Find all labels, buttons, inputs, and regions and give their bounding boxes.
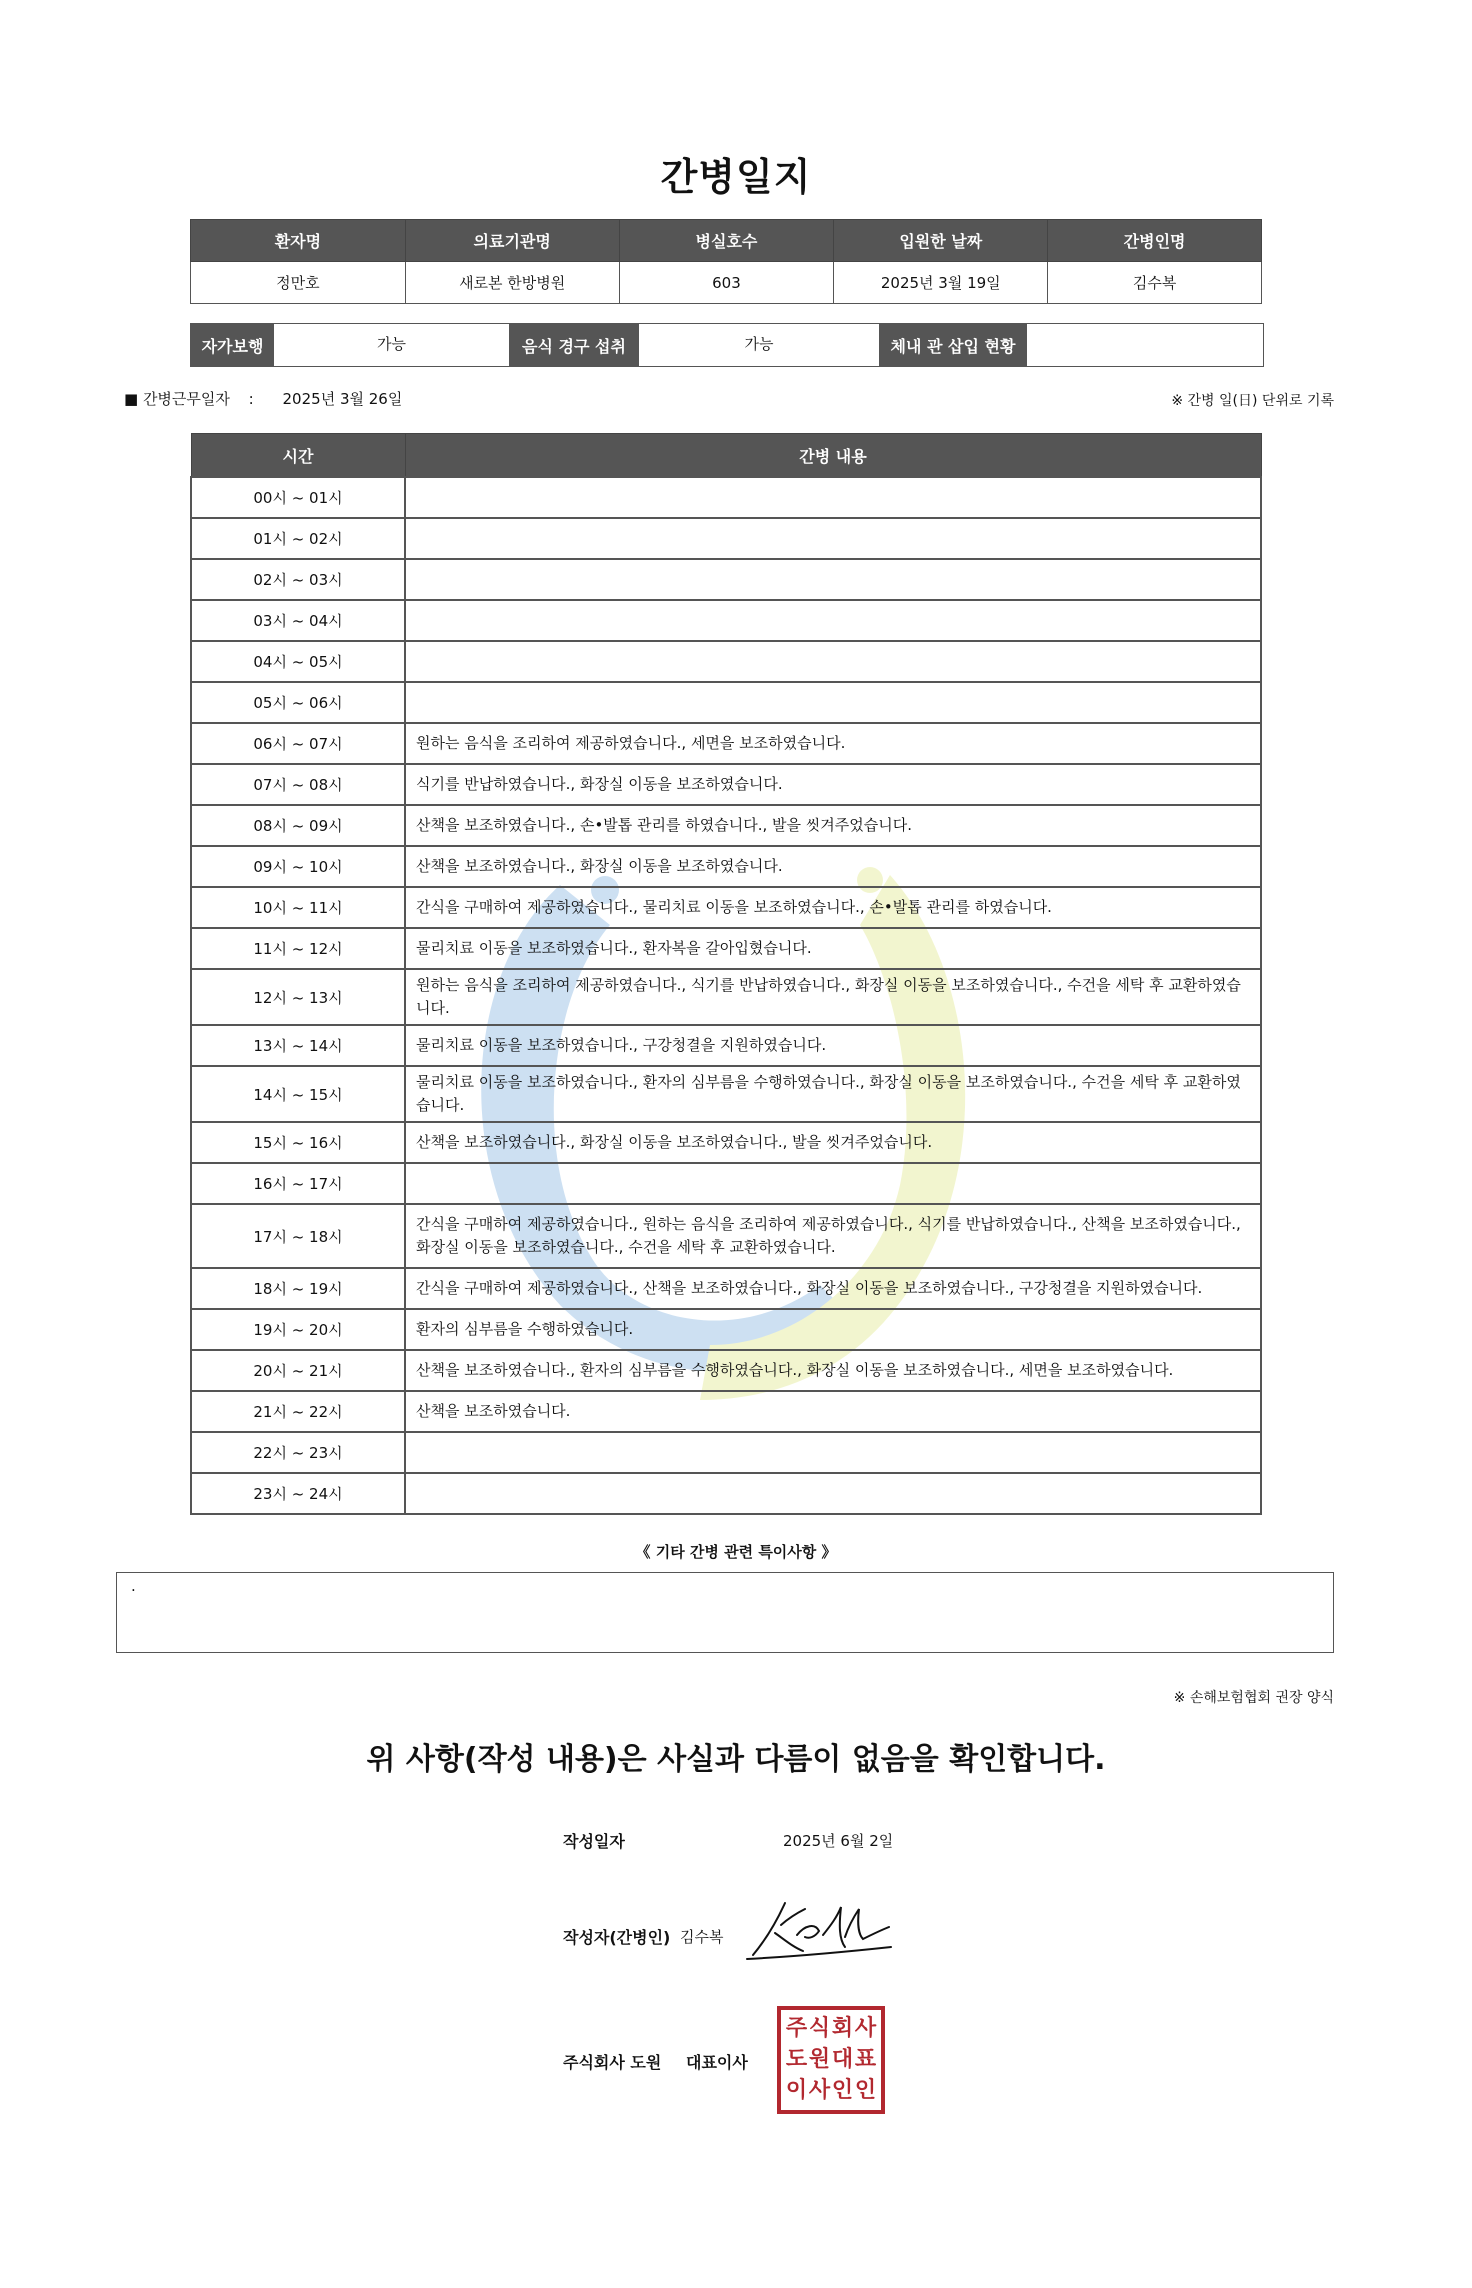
walk-value: 가능 xyxy=(377,335,406,353)
table-row xyxy=(191,1204,1261,1268)
caregiver-name: 김수복 xyxy=(1048,262,1262,304)
table-row xyxy=(191,723,1261,764)
header-hospital: 의료기관명 xyxy=(405,220,619,262)
care-content-cell xyxy=(405,1432,1261,1473)
seal-character: 인 xyxy=(831,2077,854,2103)
care-content-cell xyxy=(405,559,1261,600)
care-log-table xyxy=(190,433,1262,1515)
care-content-cell: 산책을 보조하였습니다., 화장실 이동을 보조하였습니다., 발을 씻겨주었습니다. xyxy=(405,1122,1261,1163)
seal-character: 대 xyxy=(831,2046,854,2072)
care-content-cell: 물리치료 이동을 보조하였습니다., 구강청결을 지원하였습니다. xyxy=(405,1025,1261,1066)
seal-character: 도 xyxy=(785,2046,808,2072)
header-care-content: 간병 내용 xyxy=(405,434,1261,478)
meal-value: 가능 xyxy=(744,335,774,353)
time-cell: 12시 ~ 13시 xyxy=(191,969,405,1025)
care-content-cell: 식기를 반납하였습니다., 화장실 이동을 보조하였습니다. xyxy=(405,764,1261,805)
table-row xyxy=(191,1309,1261,1350)
table-row xyxy=(191,641,1261,682)
seal-character: 인 xyxy=(854,2077,877,2103)
page-title: 간병일지 xyxy=(660,155,812,199)
care-content-cell: 물리치료 이동을 보조하였습니다., 환자복을 갈아입혔습니다. xyxy=(405,928,1261,969)
table-row xyxy=(191,600,1261,641)
header-caregiver: 간병인명 xyxy=(1048,220,1262,262)
table-row xyxy=(191,1268,1261,1309)
time-cell: 19시 ~ 20시 xyxy=(191,1309,405,1350)
work-date-value: 2025년 3월 26일 xyxy=(282,390,403,408)
table-row xyxy=(191,559,1261,600)
seal-character: 회 xyxy=(831,2016,854,2042)
care-content-cell: 간식을 구매하여 제공하였습니다., 물리치료 이동을 보조하였습니다., 손•발톱 관리를 하였습니다. xyxy=(405,887,1261,928)
room-number: 603 xyxy=(619,262,834,304)
header-patient-name: 환자명 xyxy=(191,220,406,262)
meal-label: 음식 경구 섭취 xyxy=(509,324,639,366)
care-content-cell: 산책을 보조하였습니다. xyxy=(405,1391,1261,1432)
table-row xyxy=(191,846,1261,887)
header-room: 병실호수 xyxy=(619,220,834,262)
table-row xyxy=(191,764,1261,805)
confirmation-statement: 위 사항(작성 내용)은 사실과 다름이 없음을 확인합니다. xyxy=(366,1742,1106,1777)
care-content-cell xyxy=(405,1163,1261,1204)
time-cell: 15시 ~ 16시 xyxy=(191,1122,405,1163)
care-content-cell: 원하는 음식을 조리하여 제공하였습니다., 식기를 반납하였습니다., 화장실 이동을 보조하였습니다., 수건을 세탁 후 교환하였습니다. xyxy=(405,969,1261,1025)
seal-character: 주 xyxy=(785,2016,808,2042)
table-row xyxy=(191,887,1261,928)
time-cell: 02시 ~ 03시 xyxy=(191,559,405,600)
table-row xyxy=(191,1122,1261,1163)
hospital-name: 새로본 한방병원 xyxy=(405,262,619,304)
time-cell: 11시 ~ 12시 xyxy=(191,928,405,969)
time-cell: 05시 ~ 06시 xyxy=(191,682,405,723)
special-notes-box: . xyxy=(116,1572,1334,1653)
work-date-line xyxy=(124,388,402,409)
author-name: 김수복 xyxy=(680,1928,724,1946)
patient-status-row xyxy=(190,323,1264,367)
care-content-cell: 원하는 음식을 조리하여 제공하였습니다., 세면을 보조하였습니다. xyxy=(405,723,1261,764)
table-row xyxy=(191,1350,1261,1391)
seal-character: 사 xyxy=(854,2016,877,2042)
tube-value xyxy=(1027,324,1263,366)
table-row xyxy=(191,1025,1261,1066)
care-content-cell: 환자의 심부름을 수행하였습니다. xyxy=(405,1309,1261,1350)
table-row xyxy=(191,1473,1261,1514)
written-date-value: 2025년 6월 2일 xyxy=(783,1832,894,1850)
care-content-cell: 물리치료 이동을 보조하였습니다., 환자의 심부름을 수행하였습니다., 화장실 이동을 보조하였습니다., 수건을 세탁 후 교환하였습니다. xyxy=(405,1066,1261,1122)
work-date-label: ■ 간병근무일자 xyxy=(124,390,230,408)
table-row xyxy=(191,1432,1261,1473)
work-date-colon: : xyxy=(248,390,254,408)
seal-character: 표 xyxy=(854,2046,877,2072)
time-cell: 13시 ~ 14시 xyxy=(191,1025,405,1066)
table-row xyxy=(191,682,1261,723)
time-cell: 22시 ~ 23시 xyxy=(191,1432,405,1473)
seal-character: 원 xyxy=(808,2046,831,2072)
time-cell: 21시 ~ 22시 xyxy=(191,1391,405,1432)
special-notes-title: 《 기타 간병 관련 특이사항 》 xyxy=(635,1543,837,1561)
seal-character: 이 xyxy=(785,2077,808,2103)
care-content-cell: 간식을 구매하여 제공하였습니다., 원하는 음식을 조리하여 제공하였습니다., 식기를 반납하였습니다., 산책을 보조하였습니다., 화장실 이동을 보조하였습니다., 수건을 세탁 후 교환하였습니다. xyxy=(405,1204,1261,1268)
table-row xyxy=(191,805,1261,846)
seal-character: 사 xyxy=(808,2077,831,2103)
care-content-cell xyxy=(405,1473,1261,1514)
admission-date: 2025년 3월 19일 xyxy=(834,262,1048,304)
time-cell: 09시 ~ 10시 xyxy=(191,846,405,887)
time-cell: 01시 ~ 02시 xyxy=(191,518,405,559)
signature xyxy=(745,1895,895,1965)
care-content-cell: 산책을 보조하였습니다., 손•발톱 관리를 하였습니다., 발을 씻겨주었습니다. xyxy=(405,805,1261,846)
association-note: ※ 손해보험협회 권장 양식 xyxy=(1173,1690,1334,1706)
time-cell: 23시 ~ 24시 xyxy=(191,1473,405,1514)
table-row xyxy=(191,1163,1261,1204)
care-content-cell: 산책을 보조하였습니다., 환자의 심부름을 수행하였습니다., 화장실 이동을 보조하였습니다., 세면을 보조하였습니다. xyxy=(405,1350,1261,1391)
author-label: 작성자(간병인) xyxy=(563,1928,671,1947)
table-row xyxy=(191,928,1261,969)
time-cell: 18시 ~ 19시 xyxy=(191,1268,405,1309)
table-row xyxy=(191,1066,1261,1122)
time-cell: 03시 ~ 04시 xyxy=(191,600,405,641)
table-row xyxy=(191,518,1261,559)
care-content-cell xyxy=(405,600,1261,641)
time-cell: 14시 ~ 15시 xyxy=(191,1066,405,1122)
company-seal xyxy=(777,2006,885,2114)
company-name: 주식회사 도원 xyxy=(563,2053,662,2072)
time-cell: 00시 ~ 01시 xyxy=(191,477,405,518)
table-row xyxy=(191,969,1261,1025)
header-admission-date: 입원한 날짜 xyxy=(834,220,1048,262)
patient-info-table xyxy=(190,219,1262,304)
care-content-cell xyxy=(405,518,1261,559)
company-rep-title: 대표이사 xyxy=(686,2053,748,2072)
header-time: 시간 xyxy=(191,434,405,478)
walk-label: 자가보행 xyxy=(191,324,274,366)
time-cell: 04시 ~ 05시 xyxy=(191,641,405,682)
time-cell: 16시 ~ 17시 xyxy=(191,1163,405,1204)
written-date-label: 작성일자 xyxy=(563,1832,625,1851)
seal-character: 식 xyxy=(808,2016,831,2042)
table-row xyxy=(191,1391,1261,1432)
daily-record-note: ※ 간병 일(日) 단위로 기록 xyxy=(1171,393,1334,409)
care-content-cell xyxy=(405,682,1261,723)
time-cell: 10시 ~ 11시 xyxy=(191,887,405,928)
time-cell: 08시 ~ 09시 xyxy=(191,805,405,846)
tube-label: 체내 관 삽입 현황 xyxy=(879,324,1027,366)
care-content-cell: 간식을 구매하여 제공하였습니다., 산책을 보조하였습니다., 화장실 이동을 보조하였습니다., 구강청결을 지원하였습니다. xyxy=(405,1268,1261,1309)
patient-name: 정만호 xyxy=(191,262,406,304)
care-content-cell xyxy=(405,641,1261,682)
time-cell: 06시 ~ 07시 xyxy=(191,723,405,764)
time-cell: 20시 ~ 21시 xyxy=(191,1350,405,1391)
care-content-cell: 산책을 보조하였습니다., 화장실 이동을 보조하였습니다. xyxy=(405,846,1261,887)
table-row xyxy=(191,477,1261,518)
time-cell: 07시 ~ 08시 xyxy=(191,764,405,805)
care-content-cell xyxy=(405,477,1261,518)
time-cell: 17시 ~ 18시 xyxy=(191,1204,405,1268)
